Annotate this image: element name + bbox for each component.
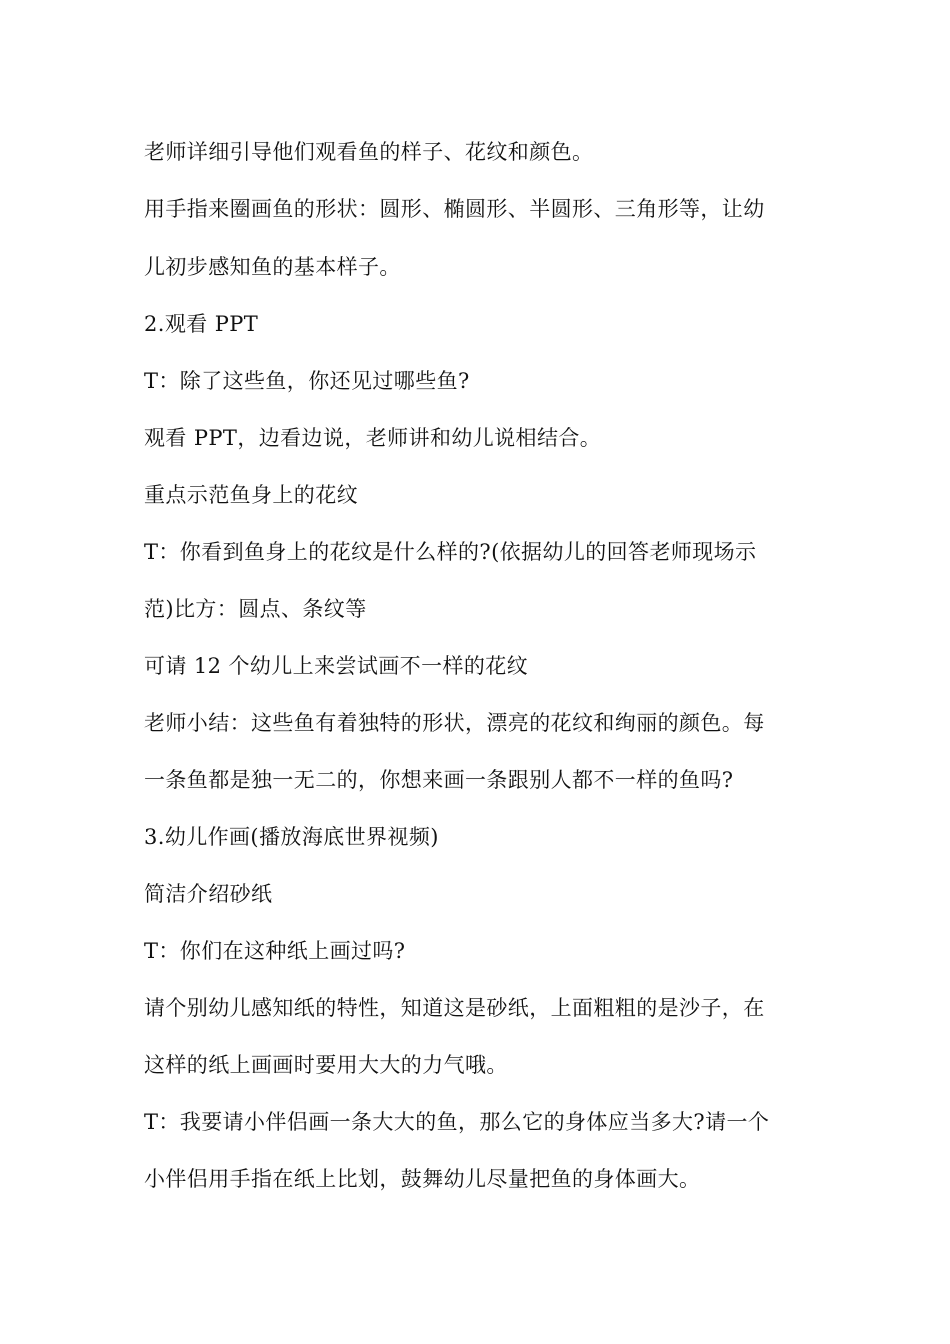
text-line: T：除了这些鱼，你还见过哪些鱼? — [144, 369, 470, 393]
text-line: 小伴侣用手指在纸上比划，鼓舞幼儿尽量把鱼的身体画大。 — [144, 1167, 701, 1191]
section-heading: 3.幼儿作画(播放海底世界视频) — [144, 825, 439, 849]
text-line: 范)比方：圆点、条纹等 — [144, 597, 367, 621]
text-line: 儿初步感知鱼的基本样子。 — [144, 255, 401, 279]
text-line: 老师小结：这些鱼有着独特的形状，漂亮的花纹和绚丽的颜色。每 — [144, 711, 765, 735]
text-line: 老师详细引导他们观看鱼的样子、花纹和颜色。 — [144, 140, 594, 164]
text-line: 请个别幼儿感知纸的特性，知道这是砂纸，上面粗粗的是沙子，在 — [144, 996, 765, 1020]
text-line: T：你们在这种纸上画过吗? — [144, 939, 406, 963]
text-line: 简洁介绍砂纸 — [144, 882, 273, 906]
text-line: 重点示范鱼身上的花纹 — [144, 483, 358, 507]
text-line: 用手指来圈画鱼的形状：圆形、椭圆形、半圆形、三角形等，让幼 — [144, 197, 765, 221]
section-heading: 2.观看 PPT — [144, 312, 259, 336]
text-line: 可请 12 个幼儿上来尝试画不一样的花纹 — [144, 654, 529, 678]
text-line: 一条鱼都是独一无二的，你想来画一条跟别人都不一样的鱼吗? — [144, 768, 734, 792]
text-line: T：我要请小伴侣画一条大大的鱼，那么它的身体应当多大?请一个 — [144, 1110, 770, 1134]
text-line: 这样的纸上画画时要用大大的力气哦。 — [144, 1053, 508, 1077]
text-line: 观看 PPT，边看边说，老师讲和幼儿说相结合。 — [144, 426, 602, 450]
text-line: T：你看到鱼身上的花纹是什么样的?(依据幼儿的回答老师现场示 — [144, 540, 757, 564]
